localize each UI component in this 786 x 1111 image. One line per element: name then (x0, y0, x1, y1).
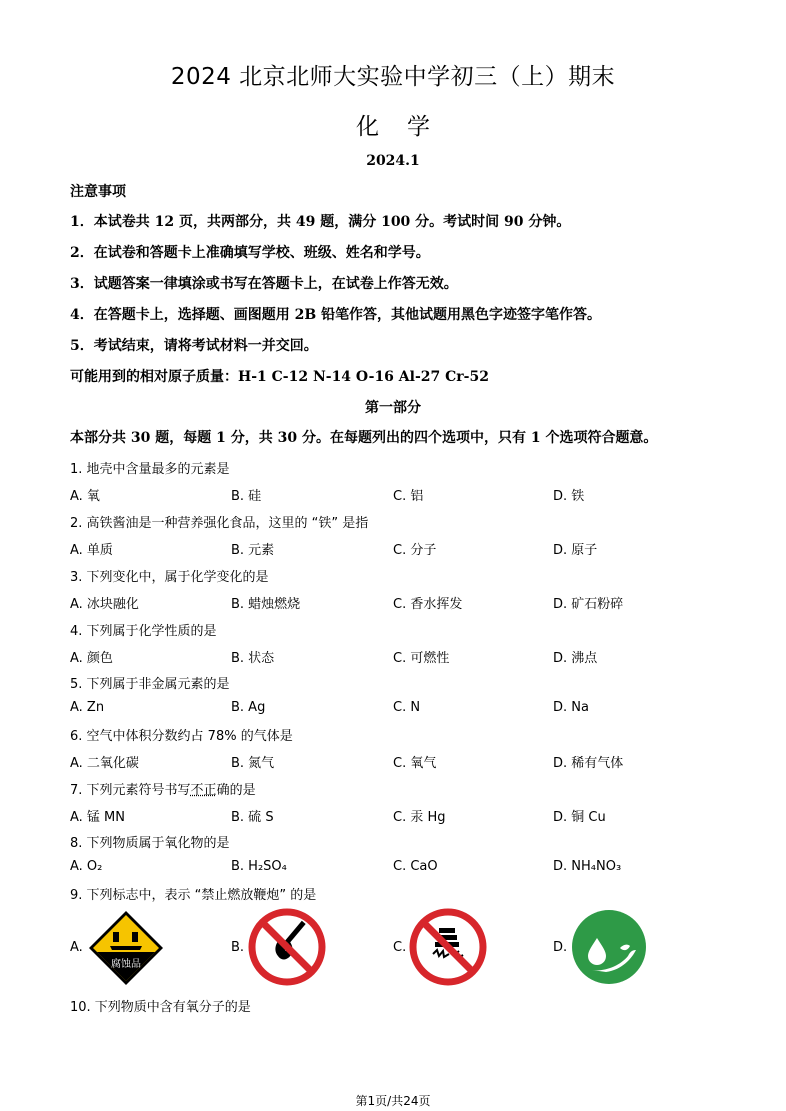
q9-option-a: A. (70, 940, 83, 955)
q5-option-c: C. N (393, 700, 421, 715)
q6-option-b: B. 氮气 (231, 756, 275, 771)
q6-option-d: D. 稀有气体 (553, 756, 624, 771)
q7-stem-post: 确的是 (216, 783, 256, 798)
q4-option-c: C. 可燃性 (393, 651, 450, 666)
corrosive-sign-text: 腐蚀品 (111, 959, 141, 970)
q7-stem-emphasis: 不正 (190, 783, 217, 798)
q3-option-a: A. 冰块融化 (70, 597, 139, 612)
q8-option-a: A. O₂ (70, 859, 103, 874)
q9-option-b: B. (231, 940, 245, 955)
q8-option-c: C. CaO (393, 859, 438, 874)
q7-option-d: D. 铜 Cu (553, 810, 606, 825)
q9-option-c: C. (393, 940, 407, 955)
q3-option-b: B. 蜡烛燃烧 (231, 597, 301, 612)
question-9-stem: 9. 下列标志中，表示 “禁止燃放鞭炮” 的是 (70, 888, 317, 903)
exam-date: 2024.1 (366, 153, 420, 169)
question-6-stem: 6. 空气中体积分数约占 78% 的气体是 (70, 729, 293, 744)
q6-option-a: A. 二氧化碳 (70, 756, 139, 771)
notice-item-2: 2．在试卷和答题卡上准确填写学校、班级、姓名和学号。 (70, 245, 430, 261)
q8-option-b: B. H₂SO₄ (231, 859, 287, 874)
no-open-flame-sign-icon (248, 908, 326, 986)
q4-option-b: B. 状态 (231, 651, 275, 666)
part1-heading: 第一部分 (365, 400, 421, 416)
no-firecrackers-sign-icon (409, 908, 487, 986)
corrosive-sign-icon (88, 910, 164, 986)
question-3-stem: 3. 下列变化中，属于化学变化的是 (70, 570, 269, 585)
question-10-stem: 10. 下列物质中含有氧分子的是 (70, 1000, 251, 1015)
q4-option-d: D. 沸点 (553, 651, 598, 666)
page-footer: 第1页/共24页 (355, 1094, 431, 1108)
q1-option-c: C. 铝 (393, 489, 424, 504)
q7-option-b: B. 硫 S (231, 810, 274, 825)
question-8-stem: 8. 下列物质属于氧化物的是 (70, 836, 230, 851)
exam-title: 2024 北京北师大实验中学初三（上）期末 (170, 64, 616, 90)
q7-stem-pre: 7. 下列元素符号书写 (70, 783, 191, 798)
notice-item-1: 1．本试卷共 12 页，共两部分，共 49 题，满分 100 分。考试时间 90 分钟。 (70, 214, 571, 230)
q1-option-d: D. 铁 (553, 489, 585, 504)
q1-option-a: A. 氧 (70, 489, 100, 504)
notice-item-5: 5．考试结束，请将考试材料一并交回。 (70, 338, 318, 354)
q4-option-a: A. 颜色 (70, 651, 113, 666)
notice-heading: 注意事项 (70, 184, 126, 200)
q8-option-d: D. NH₄NO₃ (553, 859, 622, 874)
question-2-stem: 2. 高铁酱油是一种营养强化食品，这里的 “铁” 是指 (70, 516, 369, 531)
q7-option-a: A. 锰 MN (70, 810, 126, 825)
q9-option-d: D. (553, 940, 568, 955)
question-1-stem: 1. 地壳中含量最多的元素是 (70, 462, 230, 477)
water-saving-sign-icon (570, 908, 648, 986)
q7-option-c: C. 汞 Hg (393, 810, 446, 825)
q5-option-a: A. Zn (70, 700, 105, 715)
question-5-stem: 5. 下列属于非金属元素的是 (70, 677, 230, 692)
q3-option-c: C. 香水挥发 (393, 597, 463, 612)
q6-option-c: C. 氧气 (393, 756, 437, 771)
part1-instruction: 本部分共 30 题，每题 1 分，共 30 分。在每题列出的四个选项中，只有 1 个选项符合题意。 (70, 430, 658, 446)
notice-item-4: 4．在答题卡上，选择题、画图题用 2B 铅笔作答，其他试题用黑色字迹签字笔作答。 (70, 307, 602, 323)
subject-title: 化学 (356, 114, 458, 140)
question-4-stem: 4. 下列属于化学性质的是 (70, 624, 217, 639)
q5-option-d: D. Na (553, 700, 589, 715)
q1-option-b: B. 硅 (231, 489, 262, 504)
atomic-mass-line: 可能用到的相对原子质量：H-1 C-12 N-14 O-16 Al-27 Cr-52 (70, 369, 489, 385)
q5-option-b: B. Ag (231, 700, 266, 715)
q2-option-b: B. 元素 (231, 543, 275, 558)
q2-option-d: D. 原子 (553, 543, 598, 558)
q2-option-c: C. 分子 (393, 543, 437, 558)
q3-option-d: D. 矿石粉碎 (553, 597, 624, 612)
question-7-stem (70, 779, 256, 798)
q2-option-a: A. 单质 (70, 543, 113, 558)
notice-item-3: 3．试题答案一律填涂或书写在答题卡上，在试卷上作答无效。 (70, 276, 458, 292)
